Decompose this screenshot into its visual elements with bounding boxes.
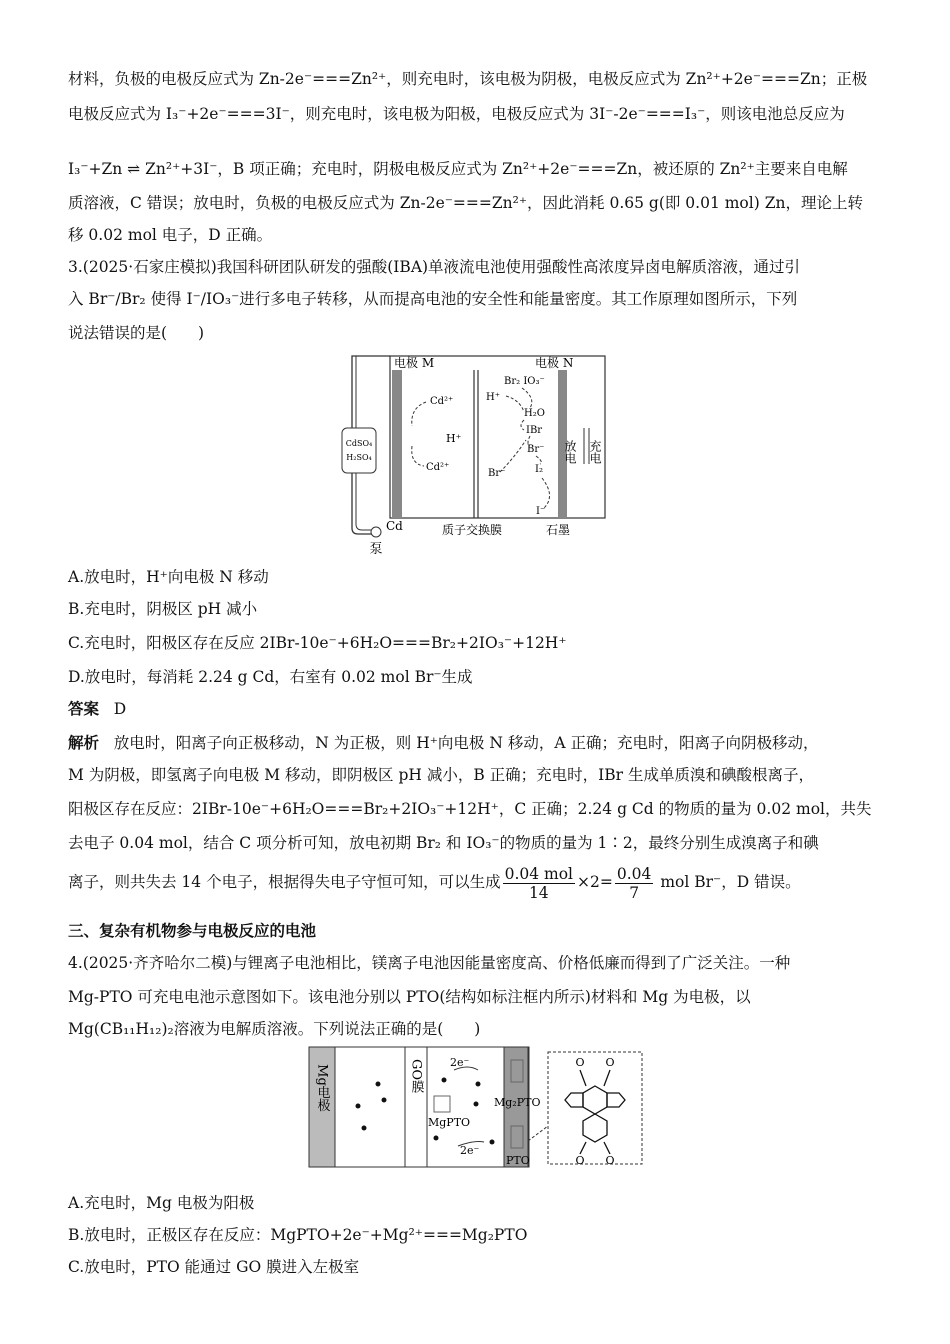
oxygen-label: O: [575, 1056, 585, 1069]
fraction-1-denominator: 14: [528, 883, 549, 902]
fraction-2-numerator: 0.04: [616, 864, 652, 883]
mg-pto-diagram: [308, 1046, 644, 1170]
br2-io3-label: Br₂ IO₃⁻: [504, 376, 545, 387]
electron-top-label: 2e⁻: [450, 1056, 470, 1069]
text-line: 移 0.02 mol 电子，D 正确。: [68, 226, 273, 244]
electrolyte-tank: [342, 428, 376, 473]
fraction-1: [503, 865, 575, 902]
pto-label: PTO: [506, 1154, 530, 1167]
callout-leader: [528, 1126, 548, 1141]
question-3-stem: 入 Br⁻/Br₂ 使得 I⁻/IO₃⁻进行多电子转移，从而提高电池的安全性和能量密度。其工作原理如图所示，下列: [68, 290, 798, 308]
text-line: 材料，负极的电极反应式为 Zn-2e⁻===Zn²⁺，则充电时，该电极为阴极，电极反应式为 Zn²⁺+2e⁻===Zn；正极: [68, 70, 868, 88]
oxygen-label: O: [605, 1154, 615, 1167]
text-line: 质溶液，C 错误；放电时，负极的电极反应式为 Zn-2e⁻===Zn²⁺，因此消耗 0.65 g(即 0.01 mol) Zn，理论上转: [68, 194, 863, 212]
fraction-2-denominator: 7: [629, 883, 640, 902]
analysis-line: 阳极区存在反应：2IBr-10e⁻+6H₂O===Br₂+2IO₃⁻+12H⁺，C 正确；2.24 g Cd 的物质的量为 0.02 mol，共失: [68, 800, 872, 818]
mg-ion-dot: [376, 1082, 381, 1087]
electrode-n-label: 电极 N: [535, 356, 574, 370]
answer-line: [68, 698, 126, 720]
option-b: B.充电时，阴极区 pH 减小: [68, 600, 258, 618]
question-4-stem: Mg-PTO 可充电电池示意图如下。该电池分别以 PTO(结构如标注框内所示)材料和 Mg 为电极，以: [68, 988, 751, 1006]
question-3-stem: 说法错误的是( ): [68, 324, 205, 342]
mg-ion-dot: [382, 1098, 387, 1103]
mg-ion-dot: [474, 1102, 479, 1107]
text-line: I₃⁻+Zn ⇌ Zn²⁺+3I⁻，B 项正确；充电时，阴极电极反应式为 Zn²⁺+2e⁻===Zn，被还原的 Zn²⁺主要来自电解: [68, 160, 848, 178]
analysis-text: 放电时，阳离子向正极移动，N 为正极，则 H⁺向电极 N 移动，A 正确；充电时，阳离子向阴极移动，: [113, 734, 819, 752]
analysis-line: M 为阴极，即氢离子向电极 M 移动，即阴极区 pH 减小，B 正确；充电时，IBr 生成单质溴和碘酸根离子，: [68, 766, 814, 784]
mg-electrode-label: Mg电极: [314, 1064, 330, 1112]
oxygen-label: O: [575, 1154, 585, 1167]
fraction-1-numerator: 0.04 mol: [504, 864, 574, 883]
pump-label: 泵: [369, 542, 383, 557]
cd-label: Cd: [386, 519, 403, 533]
question-4-stem: Mg(CB₁₁H₁₂)₂溶液为电解质溶液。下列说法正确的是( ): [68, 1020, 481, 1038]
tank-label-2: H₂SO₄: [346, 453, 372, 462]
br-left-label: Br⁻: [488, 468, 506, 479]
fraction-2: [615, 865, 654, 902]
cd2-top-label: Cd²⁺: [430, 396, 454, 407]
question-4-stem: 4.(2025·齐齐哈尔二模)与锂离子电池相比，镁离子电池因能量密度高、价格低廉而得到了广泛关注。一种: [68, 954, 791, 972]
answer-value: D: [113, 700, 127, 718]
answer-label: 答案: [68, 699, 100, 718]
graphite-label: 石墨: [546, 523, 571, 537]
analysis-line: [68, 732, 818, 754]
option-b: B.放电时，正极区存在反应：MgPTO+2e⁻+Mg²⁺===Mg₂PTO: [68, 1226, 528, 1244]
analysis-line: 去电子 0.04 mol，结合 C 项分析可知，放电初期 Br₂ 和 IO₃⁻的物质的量为 1∶2，最终分别生成溴离子和碘: [68, 834, 819, 852]
oxygen-label: O: [605, 1056, 615, 1069]
ibr-label: IBr: [526, 425, 543, 436]
i-minus-label: I⁻: [536, 506, 546, 517]
option-a: A.充电时，Mg 电极为阳极: [68, 1194, 255, 1212]
text-line: 电极反应式为 I₃⁻+2e⁻===3I⁻，则充电时，该电极为阳极，电极反应式为 3I⁻-2e⁻===I₃⁻，则该电池总反应为: [68, 105, 845, 123]
mgpto-label: MgPTO: [428, 1116, 471, 1129]
h2o-label: H₂O: [524, 408, 545, 419]
br-minus-label: Br⁻: [527, 444, 545, 455]
pump-icon: [371, 527, 381, 537]
electrode-m: [392, 370, 402, 518]
mg2pto-label: Mg₂PTO: [494, 1096, 541, 1109]
analysis-text: 离子，则共失去 14 个电子，根据得失电子守恒可知，可以生成: [68, 873, 501, 891]
tank-label-1: CdSO₄: [345, 439, 373, 448]
option-c: C.充电时，阳极区存在反应 2IBr-10e⁻+6H₂O===Br₂+2IO₃⁻+12H⁺: [68, 634, 567, 652]
cd2-bottom-label: Cd²⁺: [426, 462, 450, 473]
section-heading: 三、复杂有机物参与电极反应的电池: [68, 921, 317, 940]
analysis-label: 解析: [68, 733, 100, 752]
i2-label: I₂: [535, 464, 543, 475]
discharge-label: 放电: [563, 440, 577, 464]
times-two: ×2=: [577, 873, 613, 891]
analysis-tail: mol Br⁻，D 错误。: [660, 873, 801, 891]
membrane-label: 质子交换膜: [442, 523, 503, 537]
option-a: A.放电时，H⁺向电极 N 移动: [68, 568, 269, 586]
mg-ion-dot: [356, 1104, 361, 1109]
flow-battery-diagram: [330, 348, 620, 558]
mg-ion-dot: [442, 1078, 447, 1083]
h-plus-label: H⁺: [486, 392, 500, 403]
question-3-stem: 3.(2025·石家庄模拟)我国科研团队研发的强酸(IBA)单液流电池使用强酸性高浓度异卤电解质溶液，通过引: [68, 258, 801, 276]
analysis-line: [68, 862, 801, 902]
h-center-label: H⁺: [446, 432, 462, 445]
mg-ion-dot: [362, 1126, 367, 1131]
structure-callout: [548, 1052, 642, 1164]
go-membrane-label: GO膜: [408, 1058, 424, 1094]
mg-ion-dot: [490, 1140, 495, 1145]
option-c: C.放电时，PTO 能通过 GO 膜进入左极室: [68, 1258, 360, 1276]
electrode-m-label: 电极 M: [394, 356, 435, 370]
cell-box: [390, 356, 605, 518]
mg-ion-dot: [434, 1136, 439, 1141]
mg-ion-dot: [476, 1082, 481, 1087]
option-d: D.放电时，每消耗 2.24 g Cd，右室有 0.02 mol Br⁻生成: [68, 668, 473, 686]
charge-label: 充电: [588, 440, 602, 464]
electron-bottom-label: 2e⁻: [460, 1144, 480, 1157]
